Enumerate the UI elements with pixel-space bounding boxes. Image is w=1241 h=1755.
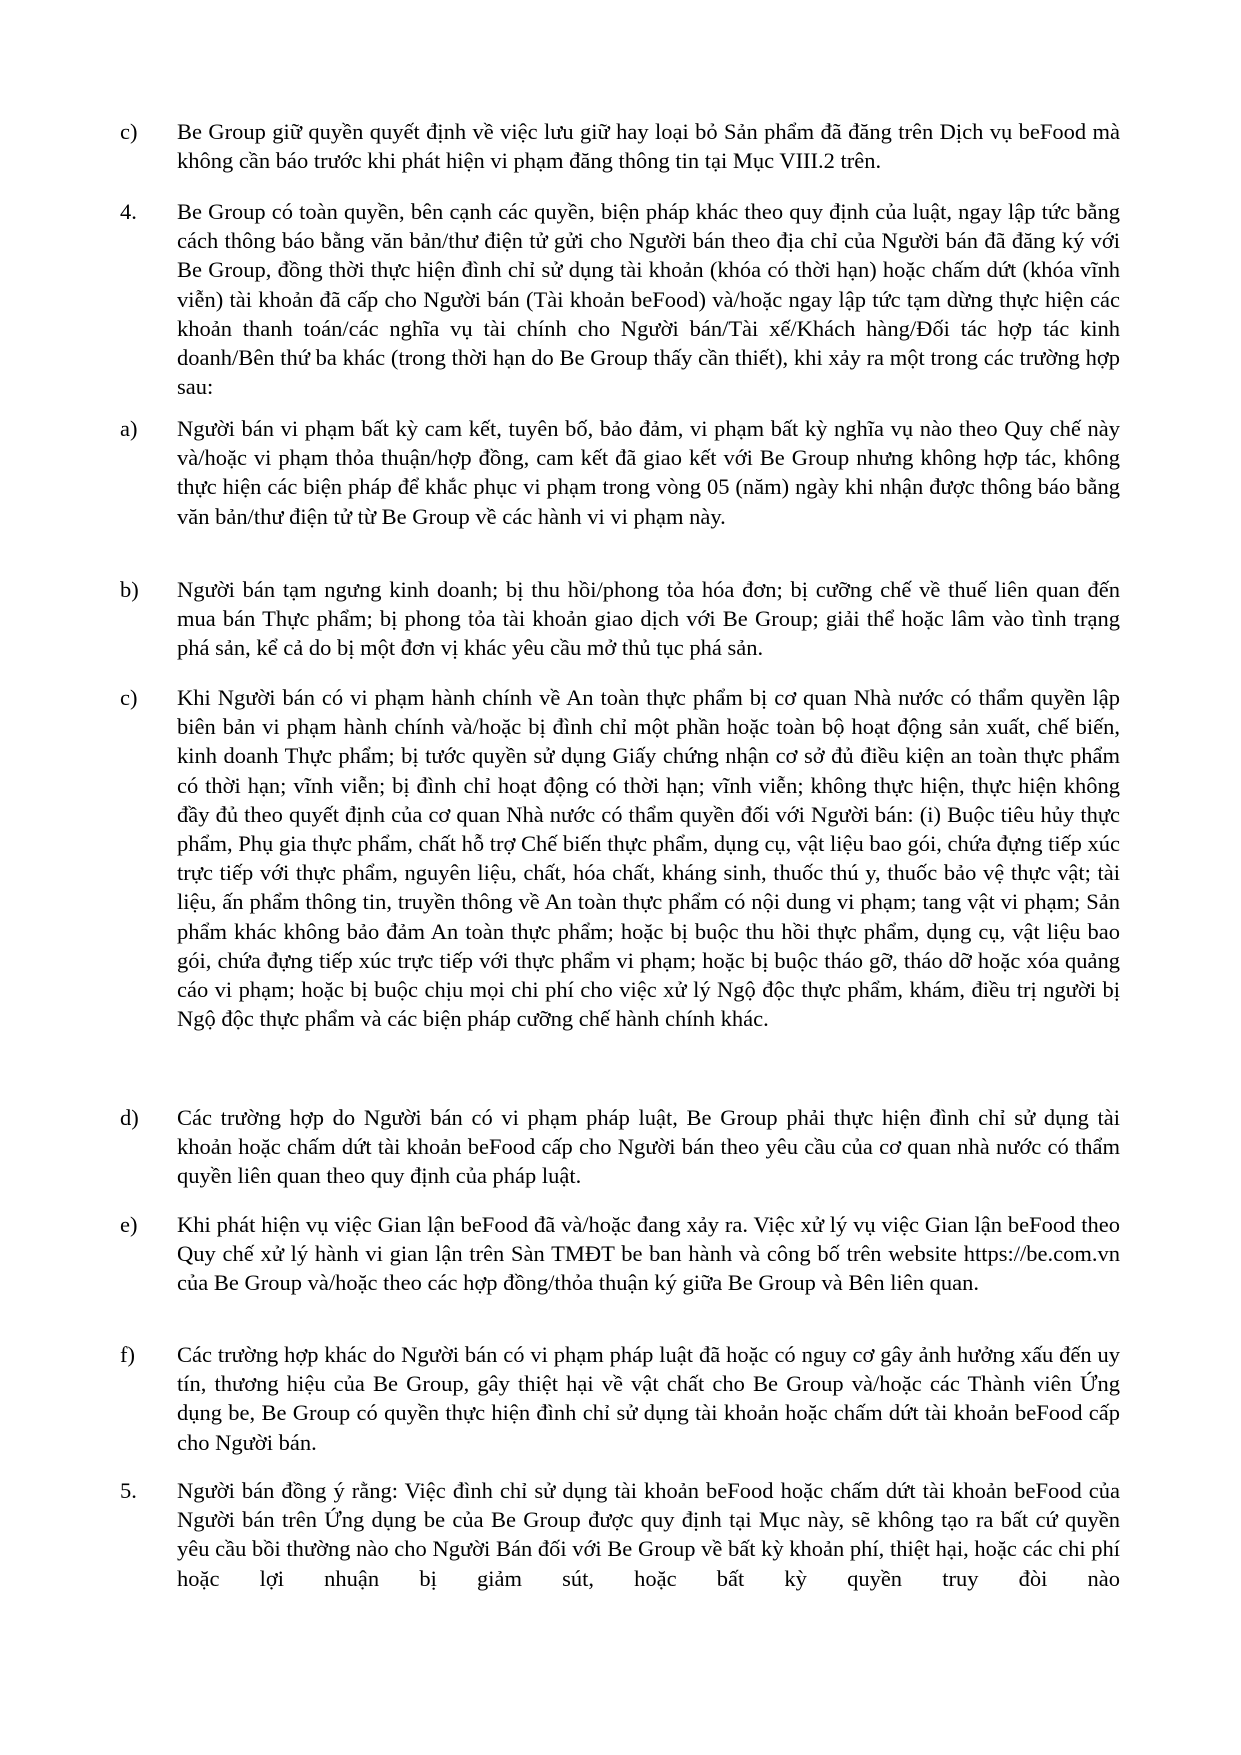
paragraph-label: b) <box>120 577 139 602</box>
paragraph-label: e) <box>120 1212 138 1237</box>
paragraph-text: Khi Người bán có vi phạm hành chính về An toàn thực phẩm bị cơ quan Nhà nước có thẩm quyền lập biên bản vi phạm hành chính và/hoặc bị đình chỉ một phần hoặc toàn bộ hoạt động sản xuất, chế biến, kinh doanh Thực phẩm; bị tước quyền sử dụng Giấy chứng nhận cơ sở đủ điều kiện an toàn thực phẩm có thời hạn; vĩnh viễn; bị đình chỉ hoạt động có thời hạn; vĩnh viễn; không thực hiện, thực hiện không đầy đủ theo quyết định của cơ quan Nhà nước có thẩm quyền đối với Người bán: (i) Buộc tiêu hủy thực phẩm, Phụ gia thực phẩm, chất hỗ trợ Chế biến thực phẩm, dụng cụ, vật liệu bao gói, chứa đựng tiếp xúc trực tiếp với thực phẩm, nguyên liệu, chất, hóa chất, kháng sinh, thuốc thú y, thuốc bảo vệ thực vật; tài liệu, ấn phẩm thông tin, truyền thông về An toàn thực phẩm có nội dung vi phạm; tang vật vi phạm; Sản phẩm khác không bảo đảm An toàn thực phẩm; hoặc bị buộc thu hồi thực phẩm, dụng cụ, vật liệu bao gói, chứa đựng tiếp xúc trực tiếp với thực phẩm vi phạm; hoặc bị buộc tháo gỡ, tháo dỡ hoặc xóa quảng cáo vi phạm; hoặc bị buộc chịu mọi chi phí cho việc xử lý Ngộ độc thực phẩm, khám, điều trị người bị Ngộ độc thực phẩm và các biện pháp cưỡng chế hành chính khác. <box>177 685 1120 1032</box>
paragraph-text: Người bán vi phạm bất kỳ cam kết, tuyên bố, bảo đảm, vi phạm bất kỳ nghĩa vụ nào theo Quy chế này và/hoặc vi phạm thỏa thuận/hợp đồng, cam kết đã giao kết với Be Group nhưng không hợp tác, không thực hiện các biện pháp để khắc phục vi phạm trong vòng 05 (năm) ngày khi nhận được thông báo bằng văn bản/thư điện tử từ Be Group về các hành vi vi phạm này. <box>177 416 1120 529</box>
paragraph-label: f) <box>120 1342 135 1367</box>
paragraph-text: Khi phát hiện vụ việc Gian lận beFood đã và/hoặc đang xảy ra. Việc xử lý vụ việc Gian lận beFood theo Quy chế xử lý hành vi gian lận trên Sàn TMĐT be ban hành và công bố trên website https://be.com.vn của Be Group và/hoặc theo các hợp đồng/thỏa thuận ký giữa Be Group và Bên liên quan. <box>177 1212 1120 1296</box>
paragraph-label: d) <box>120 1105 139 1130</box>
paragraph-label: a) <box>120 416 138 441</box>
paragraph-text: Be Group có toàn quyền, bên cạnh các quyền, biện pháp khác theo quy định của luật, ngay lập tức bằng cách thông báo bằng văn bản/thư điện tử gửi cho Người bán theo địa chỉ của Người bán đã đăng ký với Be Group, đồng thời thực hiện đình chỉ sử dụng tài khoản (khóa có thời hạn) hoặc chấm dứt (khóa vĩnh viễn) tài khoản đã cấp cho Người bán (Tài khoản beFood) và/hoặc ngay lập tức tạm dừng thực hiện các khoản thanh toán/các nghĩa vụ tài chính cho Người bán/Tài xế/Khách hàng/Đối tác hợp tác kinh doanh/Bên thứ ba khác (trong thời hạn do Be Group thấy cần thiết), khi xảy ra một trong các trường hợp sau: <box>177 199 1120 400</box>
paragraph-text: Các trường hợp do Người bán có vi phạm pháp luật, Be Group phải thực hiện đình chỉ sử dụng tài khoản hoặc chấm dứt tài khoản beFood cấp cho Người bán theo yêu cầu của cơ quan nhà nước có thẩm quyền liên quan theo quy định của pháp luật. <box>177 1105 1120 1189</box>
paragraph-label: c) <box>120 119 138 144</box>
paragraph-text: Người bán tạm ngưng kinh doanh; bị thu hồi/phong tỏa hóa đơn; bị cưỡng chế về thuế liên quan đến mua bán Thực phẩm; bị phong tỏa tài khoản giao dịch với Be Group; giải thể hoặc lâm vào tình trạng phá sản, kể cả do bị một đơn vị khác yêu cầu mở thủ tục phá sản. <box>177 577 1120 661</box>
paragraph-label: 5. <box>120 1478 137 1503</box>
paragraph-label: 4. <box>120 199 137 224</box>
paragraph-label: c) <box>120 685 138 710</box>
paragraph-text: Be Group giữ quyền quyết định về việc lưu giữ hay loại bỏ Sản phẩm đã đăng trên Dịch vụ beFood mà không cần báo trước khi phát hiện vi phạm đăng thông tin tại Mục VIII.2 trên. <box>177 119 1120 174</box>
paragraph-text: Các trường hợp khác do Người bán có vi phạm pháp luật đã hoặc có nguy cơ gây ảnh hưởng xấu đến uy tín, thương hiệu của Be Group, gây thiệt hại về vật chất cho Be Group và/hoặc các Thành viên Ứng dụng be, Be Group có quyền thực hiện đình chỉ sử dụng tài khoản hoặc chấm dứt tài khoản beFood cấp cho Người bán. <box>177 1342 1120 1455</box>
paragraph-text: Người bán đồng ý rằng: Việc đình chỉ sử dụng tài khoản beFood hoặc chấm dứt tài khoản beFood của Người bán trên Ứng dụng be của Be Group được quy định tại Mục này, sẽ không tạo ra bất cứ quyền yêu cầu bồi thường nào cho Người Bán đối với Be Group về bất kỳ khoản phí, thiệt hại, hoặc các chi phí hoặc lợi nhuận bị giảm sút, hoặc bất kỳ quyền truy đòi nào <box>177 1478 1120 1591</box>
